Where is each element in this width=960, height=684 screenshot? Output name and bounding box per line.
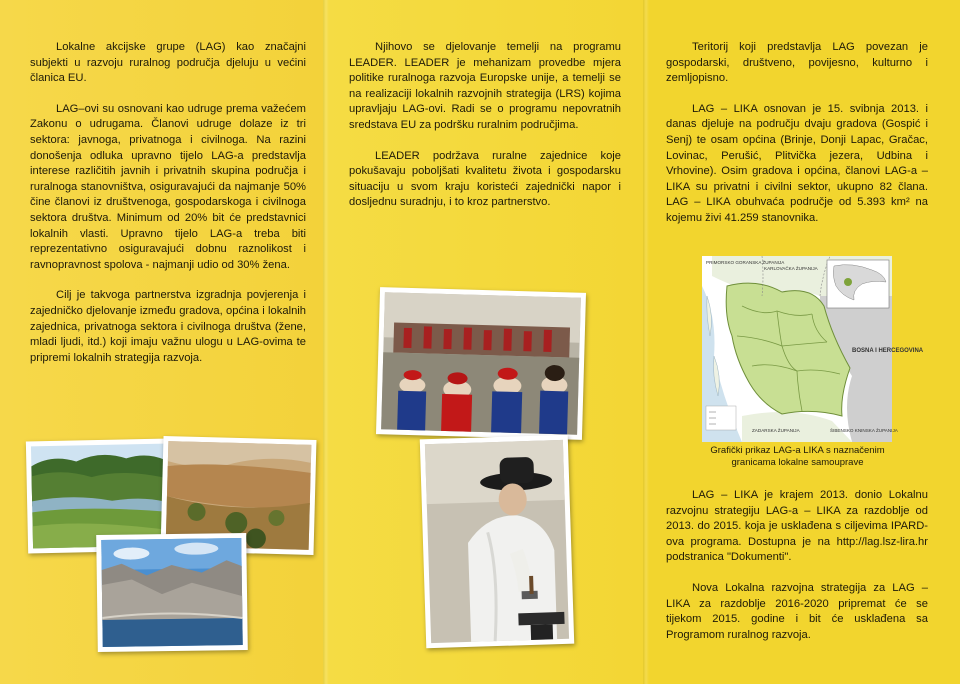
photo-blacksmith: [420, 435, 574, 649]
left-paragraph-2: LAG–ovi su osnovani kao udruge prema važećem Zakonu o udrugama. Članovi udruge dolaze iz tri sektora: javnoga, privatnoga i civilnoga. Na razini donošenja odluka upravno tijelo LAG-a predstavlja interese različitih javnih i privatnih skupina područja i ruralnoga stanovništva, osiguravajući da najmanje 50% čine članovi iz društvenoga, gospodarskoga i civilnoga sektora društva. Minimum od 20% bit će predstavnici lokalnih vlasti. Upravno tijelo LAG-a treba biti reprezentativno osiguravajući dobnu raznolikost i ravnopravnost spolova - najmanji udio od 30% žena.: [30, 102, 306, 271]
left-text-column: [30, 40, 306, 366]
left-paragraph-1: Lokalne akcijske grupe (LAG) kao značajni subjekti u razvoju ruralnog područja djeluju u većini članica EU.: [30, 41, 306, 85]
middle-paragraph-2: LEADER podržava ruralne zajednice koje pokušavaju poboljšati kvalitetu života i gospodarsku situaciju u svom kraju koristeći zajednički napor i dosljednu suradnju, i to kroz partnerstvo.: [349, 149, 621, 209]
right-paragraph-3: LAG – LIKA je krajem 2013. donio Lokalnu razvojnu strategiju LAG-a – LIKA za razdoblje od 2013. do 2015. koja je usklađena s ciljevima IPARD-ova programa. Dostupna je na http://lag.lsz-lira.hr podstranica "Dokumenti".: [666, 489, 928, 564]
fold-line: [643, 0, 649, 684]
left-paragraph-3: Cilj je takvoga partnerstva izgradnja povjerenja i zajedničko djelovanje između gradova, općina i lokalnih zajednica, privatnoga sektora i civilnoga društva (žene, mladi ljudi, itd.) koji imaju važnu ulogu u LAG-ovima te pripremi lokalnih strategija razvoja.: [30, 289, 306, 364]
panel-middle: [323, 0, 643, 684]
map-caption: Grafički prikaz LAG-a LIKA s naznačenim granicama lokalne samouprave: [710, 445, 885, 468]
right-paragraph-4: Nova Lokalna razvojna strategija za LAG – LIKA za razdoblje 2016-2020 pripremat će se tijekom 2015. godine i bit će usklađena sa Programom ruralnog razvoja.: [666, 581, 928, 641]
right-text-column-bottom: [666, 488, 928, 643]
map-label-bih: BOSNA I HERCEGOVINA: [852, 348, 924, 354]
right-paragraph-2: LAG – LIKA osnovan je 15. svibnja 2013. i danas djeluje na području dvaju gradova (Gospić i Senj) te osam općina (Brinje, Donji Lapac, Gračac, Lovinac, Perušić, Plitvička jezera, Udbina i Vrhovine). Osim gradova i općina, članovi LAG-a – LIKA su privatni i civilni sektor, ukupno 82 člana. LAG – LIKA obuhvaća područje od 5.393 km² na kojemu živi 41.259 stanovnika.: [666, 102, 928, 224]
middle-text-column: [349, 40, 621, 211]
photo-folk-dancers: [376, 287, 586, 440]
panel-left: [0, 0, 323, 684]
right-paragraph-1: Teritorij koji predstavlja LAG povezan je gospodarski, društveno, povijesno, kulturno i zemljopisno.: [666, 41, 928, 85]
map-label-pgz: PRIMORSKO GORANSKA ŽUPANIJA: [706, 260, 785, 265]
map-label-zadarska: ZADARSKA ŽUPANIJA: [752, 428, 800, 433]
lika-map: [702, 256, 924, 442]
fold-line: [323, 0, 329, 684]
right-text-column-top: [666, 40, 928, 227]
map-label-sibenska: ŠIBENSKO KNINSKA ŽUPANIJA: [830, 428, 898, 433]
map-label-karlovacka: KARLOVAČKA ŽUPANIJA: [764, 266, 818, 271]
photo-canyon: [96, 533, 248, 652]
middle-paragraph-1: Njihovo se djelovanje temelji na programu LEADER. LEADER je mehanizam provedbe mjera politike ruralnoga razvoja Europske unije, a temelji se na realizaciji lokalnih razvojnih strategija (LRS) kojima upravljaju LAG-ovi. Radi se o programu nepovratnih sredstava EU za podršku ruralnim područjima.: [349, 41, 621, 131]
